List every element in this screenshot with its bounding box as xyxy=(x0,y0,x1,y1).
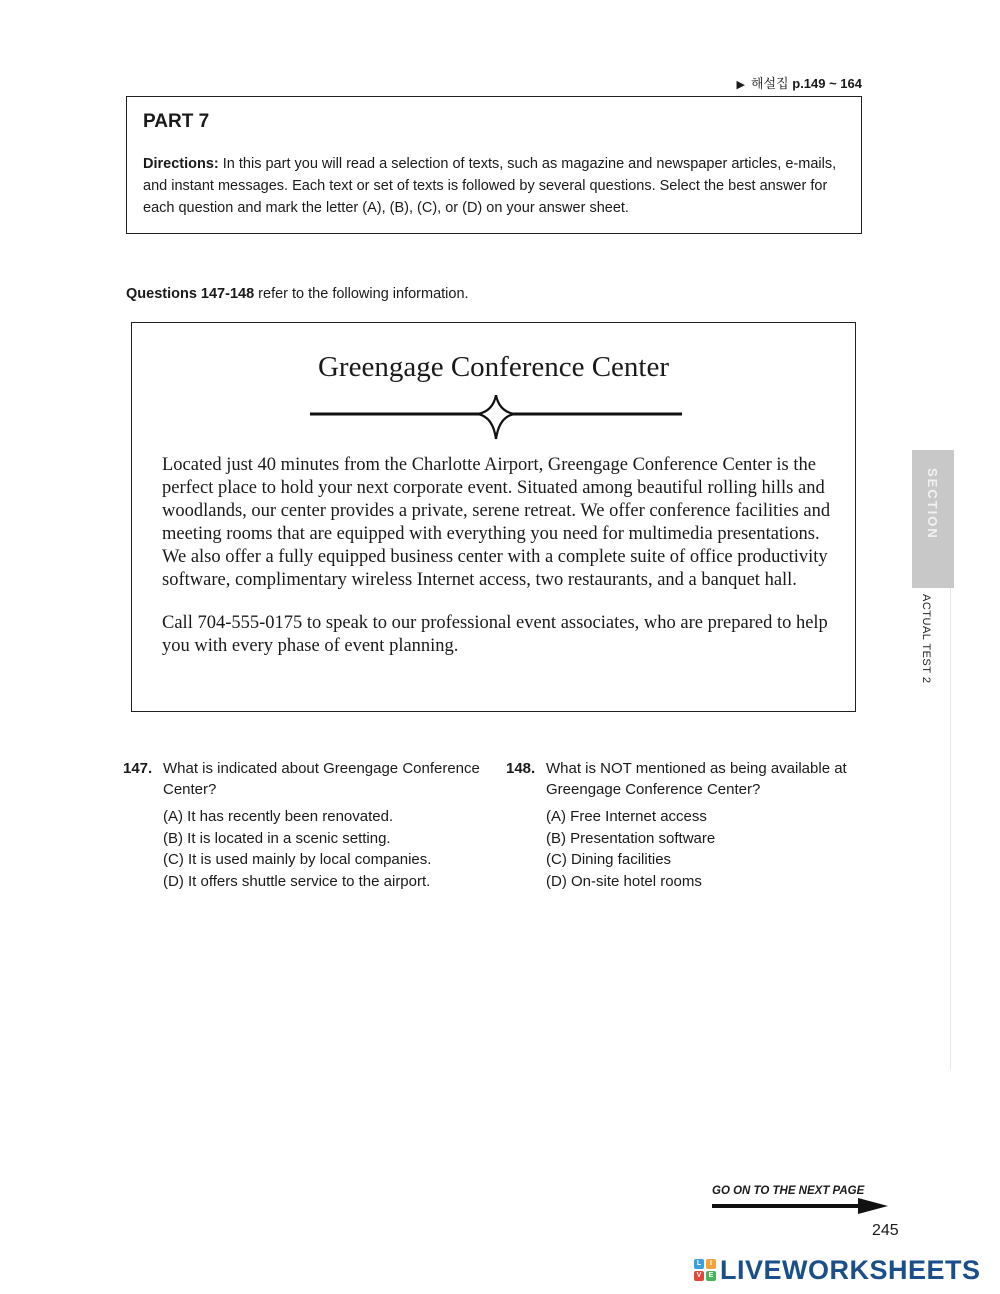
part-title: PART 7 xyxy=(143,111,210,132)
answer-option-d[interactable]: (D) On-site hotel rooms xyxy=(546,872,702,890)
question-number: 147. xyxy=(123,760,153,777)
question-147 xyxy=(123,758,503,898)
answer-key-label: 해설집 xyxy=(750,76,789,91)
page-number: 245 xyxy=(872,1222,899,1239)
answer-options xyxy=(546,806,866,892)
questions-intro xyxy=(126,286,469,302)
section-tab xyxy=(912,450,954,588)
section-tab-text: SECTION xyxy=(925,468,940,540)
brand-name: LIVEWORKSHEETS xyxy=(720,1254,981,1285)
question-number: 148. xyxy=(506,760,536,777)
answer-key-reference xyxy=(736,73,862,92)
answer-option-a[interactable]: (A) Free Internet access xyxy=(546,808,707,825)
answer-option-c[interactable]: (C) It is used mainly by local companies. xyxy=(163,851,432,868)
question-148 xyxy=(506,758,886,898)
part-directions-box xyxy=(126,96,862,234)
answer-option-b[interactable]: (B) Presentation software xyxy=(546,829,716,847)
answer-key-pages: p.149 ~ 164 xyxy=(792,76,862,91)
directions xyxy=(143,153,843,219)
notice-body xyxy=(162,454,832,678)
play-marker-icon: ▶ xyxy=(736,79,745,91)
ornament-divider-icon xyxy=(310,395,682,441)
next-page-label: GO ON TO THE NEXT PAGE xyxy=(712,1185,865,1197)
answer-option-b[interactable]: (B) It is located in a scenic setting. xyxy=(163,829,391,847)
notice-paragraph: Call 704-555-0175 to speak to our professional event associates, who are prepared to help you with every phase of event planning. xyxy=(162,613,828,656)
questions-range: Questions 147-148 xyxy=(126,286,255,302)
liveworksheets-logo[interactable] xyxy=(694,1255,981,1285)
answer-option-c[interactable]: (C) Dining facilities xyxy=(546,851,672,868)
answer-options xyxy=(163,806,483,892)
answer-option-a[interactable]: (A) It has recently been renovated. xyxy=(163,808,394,825)
directions-text: In this part you will read a selection of texts, such as magazine and newspaper articles, e-mails, and instant messages. Each text or set of texts is followed by several questions. Select the best answer for each question and mark the letter (A), (B), (C), or (D) on your answer sheet. xyxy=(143,156,837,216)
questions-intro-text: refer to the following information. xyxy=(254,286,469,302)
notice-paragraph: Located just 40 minutes from the Charlotte Airport, Greengage Conference Center is the perfect place to hold your next corporate event. Situated among beautiful rolling hills and woodlands, our center provides a private, serene retreat. We offer conference facilities and meeting rooms that are equipped with everything you need for multimedia presentations. We also offer a fully equipped business center with a complete suite of office productivity software, complimentary wireless Internet access, two restaurants, and a banquet hall. xyxy=(162,455,831,590)
liveworksheets-icon: L I V E xyxy=(694,1259,716,1281)
directions-label: Directions: xyxy=(143,156,219,172)
notice-title: Greengage Conference Center xyxy=(317,351,670,383)
question-text: What is indicated about Greengage Conference Center? xyxy=(163,760,480,798)
answer-option-d[interactable]: (D) It offers shuttle service to the airport. xyxy=(163,872,431,890)
information-notice xyxy=(131,322,856,712)
right-arrow-icon xyxy=(712,1198,888,1214)
question-text: What is NOT mentioned as being available at Greengage Conference Center? xyxy=(546,760,847,798)
actual-test-label: ACTUAL TEST 2 xyxy=(920,594,932,684)
